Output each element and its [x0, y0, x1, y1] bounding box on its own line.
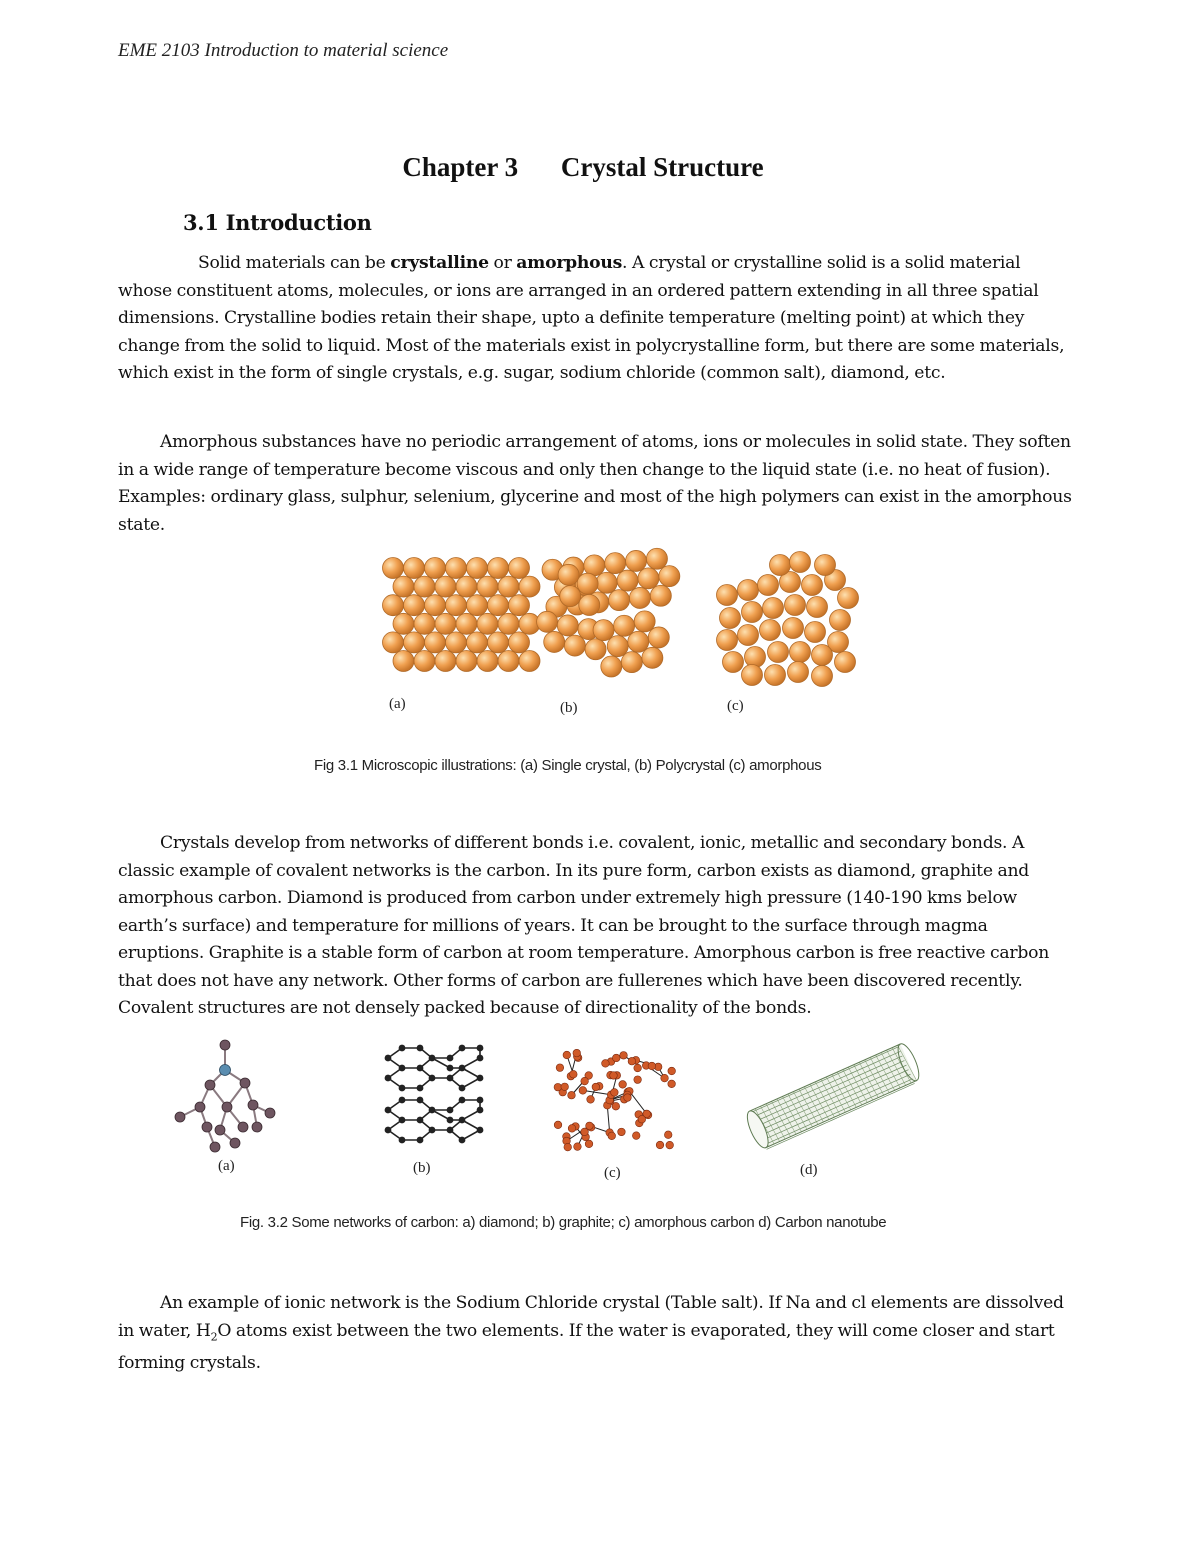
atom-single-crystal: [393, 651, 414, 672]
atom-single-crystal: [467, 558, 488, 579]
atom-single-crystal: [456, 613, 477, 634]
chapter-name: Crystal Structure: [560, 152, 764, 182]
atom-single-crystal: [456, 576, 477, 597]
atom-single-crystal: [435, 613, 456, 634]
atom-single-crystal: [435, 576, 456, 597]
atom-single-crystal: [498, 613, 519, 634]
atom-single-crystal: [414, 651, 435, 672]
atom-amorphous: [745, 647, 766, 668]
carbon-atom: [561, 1083, 569, 1091]
running-header: EME 2103 Introduction to material science: [118, 40, 449, 61]
atom-amorphous: [760, 620, 781, 641]
carbon-atom: [619, 1081, 627, 1089]
carbon-atom: [638, 1115, 646, 1123]
carbon-atom: [568, 1091, 576, 1099]
atom-polycrystal: [629, 587, 650, 608]
atom-single-crystal: [393, 576, 414, 597]
atom-polycrystal: [634, 611, 655, 632]
atom-single-crystal: [414, 576, 435, 597]
atom-polycrystal: [601, 656, 622, 677]
atom-amorphous: [717, 630, 738, 651]
carbon-atom: [618, 1128, 626, 1136]
atom-single-crystal: [425, 558, 446, 579]
section-heading: 3.1 Introduction: [183, 210, 372, 235]
figure-3-1-caption: Fig 3.1 Microscopic illustrations: (a) Single crystal, (b) Polycrystal (c) amorphous: [314, 757, 822, 774]
atom-amorphous: [785, 595, 806, 616]
atom-single-crystal: [425, 632, 446, 653]
text-run: O atoms exist between the two elements. If the water is evaporated, they will come closer and start forming crystals.: [118, 1320, 1055, 1374]
fig1-label-b: (b): [560, 700, 578, 716]
carbon-atom: [581, 1077, 589, 1085]
carbon-atom: [611, 1089, 619, 1097]
atom-single-crystal: [509, 558, 530, 579]
carbon-atom: [563, 1051, 571, 1059]
atom-single-crystal: [509, 632, 530, 653]
carbon-atom: [634, 1076, 642, 1084]
carbon-atom: [585, 1140, 593, 1148]
carbon-atom: [620, 1051, 628, 1059]
atom-polycrystal: [558, 564, 579, 585]
atom-polycrystal: [628, 631, 649, 652]
chapter-number: Chapter 3: [402, 152, 519, 182]
carbon-bond: [607, 1105, 609, 1132]
atom-single-crystal: [383, 558, 404, 579]
atom-amorphous: [770, 555, 791, 576]
paragraph-ionic-network: [118, 1290, 1078, 1378]
atom-polycrystal: [617, 570, 638, 591]
atom-single-crystal: [488, 595, 509, 616]
paragraph-carbon-networks: [118, 830, 1078, 1023]
atom-polycrystal: [642, 647, 663, 668]
atom-polycrystal: [596, 572, 617, 593]
atom-single-crystal: [404, 595, 425, 616]
atom-amorphous: [790, 642, 811, 663]
atom-amorphous: [815, 555, 836, 576]
atom-amorphous: [807, 597, 828, 618]
atom-polycrystal: [557, 615, 578, 636]
fig2-label-c: (c): [604, 1165, 621, 1181]
carbon-atom: [568, 1125, 576, 1133]
atom-amorphous: [830, 610, 851, 631]
atom-single-crystal: [446, 632, 467, 653]
atom-single-crystal: [456, 651, 477, 672]
atom-single-crystal: [467, 595, 488, 616]
atom-amorphous: [783, 618, 804, 639]
text-run: or: [488, 253, 517, 273]
carbon-atom: [624, 1094, 632, 1102]
carbon-atom: [587, 1096, 595, 1104]
atom-polycrystal: [564, 635, 585, 656]
term-crystalline: crystalline: [390, 253, 489, 273]
carbon-atom: [574, 1143, 582, 1151]
fig2-label-a: (a): [218, 1158, 235, 1174]
atom-amorphous: [835, 652, 856, 673]
atom-polycrystal: [607, 636, 628, 657]
atom-polycrystal: [560, 586, 581, 607]
carbon-atom: [610, 1072, 618, 1080]
atom-single-crystal: [425, 595, 446, 616]
carbon-atom: [581, 1128, 589, 1136]
atom-single-crystal: [477, 613, 498, 634]
atom-single-crystal: [404, 558, 425, 579]
atom-single-crystal: [383, 595, 404, 616]
atom-polycrystal: [577, 573, 598, 594]
text-run: Amorphous substances have no periodic arrangement of atoms, ions or molecules in solid state. They soften in a wide range of temperature become viscous and only then change to the liquid state (i.e. no heat of fusion). Examples: ordinary glass, sulphur, selenium, glycerine and most of the high polymers can exist in the amorphous state.: [118, 432, 1072, 535]
term-amorphous: amorphous: [516, 253, 623, 273]
carbon-bond: [583, 1090, 611, 1094]
atom-single-crystal: [509, 595, 530, 616]
amorphous-carbon-illustration: [552, 1048, 682, 1153]
atom-single-crystal: [519, 576, 540, 597]
atom-amorphous: [765, 665, 786, 686]
carbon-atom: [668, 1067, 676, 1075]
fig2-label-b: (b): [413, 1160, 431, 1176]
fig2-label-d: (d): [800, 1162, 818, 1178]
figure-3-2-caption: Fig. 3.2 Some networks of carbon: a) diamond; b) graphite; c) amorphous carbon d) Carbon nanotube: [240, 1214, 887, 1231]
carbon-atom: [648, 1062, 656, 1070]
text-run: An example of ionic network is the Sodium Chloride crystal (Table salt). If Na and cl elements are dissolved in water, H: [118, 1293, 1064, 1341]
atom-single-crystal: [477, 651, 498, 672]
atom-amorphous: [763, 598, 784, 619]
atom-amorphous: [802, 575, 823, 596]
atom-single-crystal: [488, 558, 509, 579]
atom-polycrystal: [638, 568, 659, 589]
atom-single-crystal: [498, 651, 519, 672]
atom-polycrystal: [609, 590, 630, 611]
atom-polycrystal: [593, 620, 614, 641]
carbon-atom: [668, 1080, 676, 1088]
atom-polycrystal: [626, 550, 647, 571]
subscript-2: 2: [210, 1329, 218, 1343]
atom-single-crystal: [488, 632, 509, 653]
carbon-atom: [664, 1131, 672, 1139]
atom-single-crystal: [404, 632, 425, 653]
atom-amorphous: [790, 552, 811, 573]
text-run: Crystals develop from networks of different bonds i.e. covalent, ionic, metallic and secondary bonds. A classic example of covalent networks is the carbon. In its pure form, carbon exists as diamond, graphite and amorphous carbon. Diamond is produced from carbon under extremely high pressure (140-190 kms below earth’s surface) and temperature for millions of years. It can be brought to the surface through magma eruptions. Graphite is a stable form of carbon at room temperature. Amorphous carbon is free reactive carbon that does not have any network. Other forms of carbon are fullerenes which have been discovered recently. Covalent structures are not densely packed because of directionality of the bonds.: [118, 833, 1050, 1018]
atom-polycrystal: [544, 631, 565, 652]
atom-polycrystal: [646, 548, 667, 569]
atom-amorphous: [717, 585, 738, 606]
nanotube-lattice: [743, 1041, 924, 1152]
atom-polycrystal: [650, 585, 671, 606]
atom-polycrystal: [659, 566, 680, 587]
carbon-atom: [579, 1087, 587, 1095]
carbon-atom: [573, 1049, 581, 1057]
carbon-atom: [608, 1132, 616, 1140]
atom-polycrystal: [537, 611, 558, 632]
carbon-atom: [554, 1121, 562, 1129]
atom-amorphous: [768, 642, 789, 663]
atom-polycrystal: [614, 615, 635, 636]
atom-amorphous: [738, 625, 759, 646]
atom-single-crystal: [446, 558, 467, 579]
atom-single-crystal: [414, 613, 435, 634]
atom-amorphous: [805, 622, 826, 643]
atom-amorphous: [723, 652, 744, 673]
carbon-nanotube-illustration: [745, 1035, 915, 1155]
atom-amorphous: [812, 645, 833, 666]
atom-amorphous: [758, 575, 779, 596]
atom-amorphous: [788, 662, 809, 683]
atom-amorphous: [720, 608, 741, 629]
atom-amorphous: [742, 602, 763, 623]
atom-amorphous: [738, 580, 759, 601]
atom-polycrystal: [584, 555, 605, 576]
carbon-atom: [666, 1141, 674, 1149]
carbon-atom: [554, 1083, 562, 1091]
atom-single-crystal: [446, 595, 467, 616]
atom-polycrystal: [648, 627, 669, 648]
diamond-structure-illustration: [165, 1035, 290, 1165]
fig1-label-a: (a): [389, 696, 406, 712]
atom-polycrystal: [585, 639, 606, 660]
carbon-atom: [661, 1074, 669, 1082]
atom-single-crystal: [393, 613, 414, 634]
fig1-label-c: (c): [727, 698, 744, 714]
atom-single-crystal: [467, 632, 488, 653]
carbon-atom: [656, 1141, 664, 1149]
atom-amorphous: [812, 666, 833, 687]
atom-single-crystal: [477, 576, 498, 597]
carbon-atom: [592, 1083, 600, 1091]
atom-single-crystal: [519, 651, 540, 672]
text-run: . A crystal or crystalline solid is a solid material whose constituent atoms, molecules, or ions are arranged in an ordered pattern extending in all three spatial dimensions. Crystalline bodies retain their shape, upto a definite temperature (melting point) at which they change from the solid to liquid. Most of the materials exist in polycrystalline form, but there are some materials, which exist in the form of single crystals, e.g. sugar, sodium chloride (common salt), diamond, etc.: [118, 253, 1065, 383]
atom-polycrystal: [579, 594, 600, 615]
graphite-structure-illustration: [380, 1040, 490, 1150]
atom-single-crystal: [498, 576, 519, 597]
carbon-atom: [602, 1060, 610, 1068]
atom-single-crystal: [383, 632, 404, 653]
carbon-atom: [612, 1054, 620, 1062]
carbon-atom: [634, 1064, 642, 1072]
atom-amorphous: [838, 588, 859, 609]
atom-polycrystal: [621, 652, 642, 673]
atom-single-crystal: [435, 651, 456, 672]
atom-amorphous: [742, 665, 763, 686]
carbon-atom: [564, 1143, 572, 1151]
carbon-atom: [556, 1064, 564, 1072]
carbon-atom: [632, 1132, 640, 1140]
carbon-atom: [570, 1070, 578, 1078]
carbon-atom: [628, 1057, 636, 1065]
atom-polycrystal: [605, 553, 626, 574]
text-run: Solid materials can be: [198, 253, 391, 273]
